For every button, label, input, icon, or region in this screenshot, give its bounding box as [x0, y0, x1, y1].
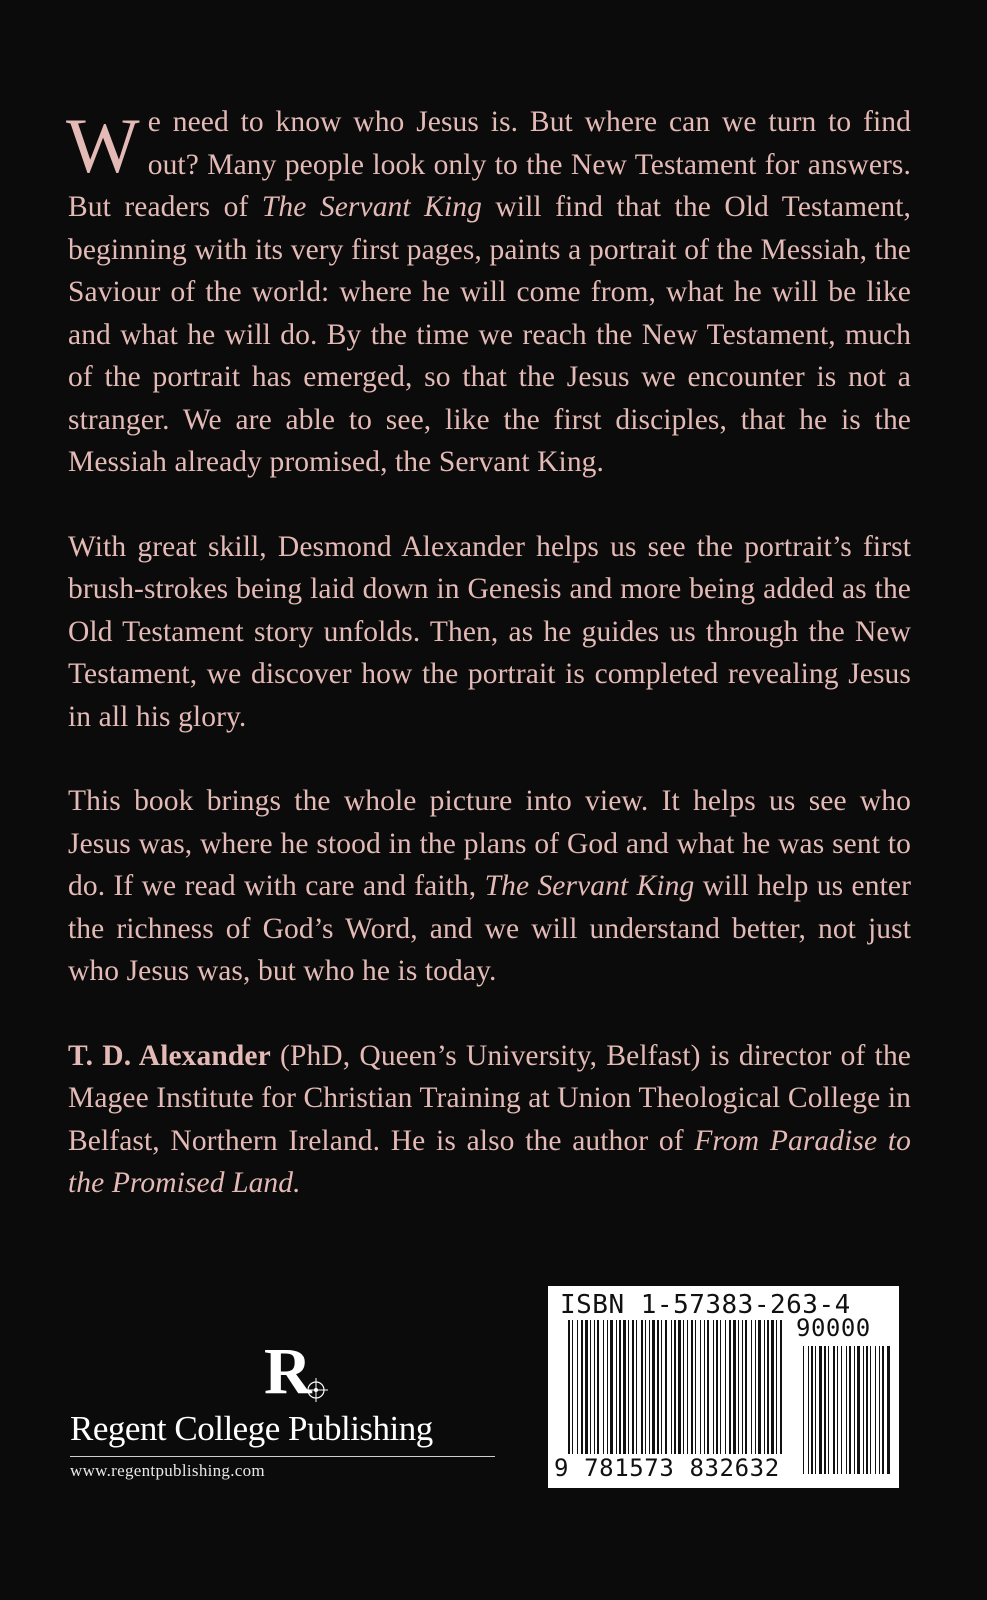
logo-letter: R: [264, 1335, 312, 1405]
book-title: The Servant King: [484, 870, 695, 902]
author-bio: T. D. Alexander (PhD, Queen’s University, Belfast) is director of the Magee Institute for Christian Training at Union Theological College in Belfast, Northern Ireland. He is also the author of From Paradise to the Promised Land.: [68, 1039, 911, 1199]
barcode-bar: [636, 1320, 637, 1454]
barcode-bar: [683, 1320, 684, 1454]
barcode-bar: [661, 1320, 662, 1454]
barcode-bar: [738, 1320, 739, 1454]
blurb-paragraph-3: This book brings the whole picture into view. It helps us see who Jesus was, where he stood in the plans of God and what he was sent to do. If we read with care and faith, The Servant King will help us enter the richness of God’s Word, and we will understand better, not just who Jesus was, but who he is today.: [68, 785, 912, 987]
barcode-bar: [641, 1320, 643, 1454]
barcode-bar: [665, 1320, 667, 1454]
addon-bar: [857, 1346, 860, 1474]
barcode-bar: [695, 1320, 696, 1454]
barcode-bar: [704, 1320, 705, 1454]
addon-bar: [849, 1346, 851, 1474]
blurb-text: [68, 101, 911, 1247]
addon-bar: [803, 1346, 804, 1474]
addon-bar: [837, 1346, 838, 1474]
blurb-paragraph-2: With great skill, Desmond Alexander helps us see the portrait’s first brush-strokes being laid down in Genesis and more being added as the Old Testament story unfolds. Then, as he guides us through the New Testament, we discover how the portrait is completed revealing Jesus in all his glory.: [68, 530, 911, 733]
barcode-bar: [691, 1320, 693, 1454]
drop-cap: W: [66, 102, 140, 189]
publisher-url: www.regentpublishing.com: [70, 1461, 265, 1480]
barcode-bar: [594, 1320, 595, 1454]
barcode-bar: [771, 1320, 774, 1454]
barcode-bar: [713, 1320, 714, 1454]
barcode-bar: [649, 1320, 650, 1454]
barcode-bar: [585, 1320, 588, 1454]
blurb-paragraph-1: We need to know who Jesus is. But where can we turn to find out? Many people look only to the New Testament for answers. But readers of The Servant King will find that the Old Testament, beginning with its very first pages, paints a portrait of the Messiah, the Saviour of the world: where he will come from, what he will be like and what he will do. By the time we reach the New Testament, much of the portrait has emerged, so that the Jesus we encounter is not a stranger. We are able to see, like the first disciples, that he is the Messiah already promised, the Servant King.: [66, 102, 911, 478]
barcode-bar: [652, 1320, 655, 1454]
author-name: T. D. Alexander: [68, 1039, 271, 1072]
addon-bar: [875, 1346, 876, 1474]
barcode-bar: [674, 1320, 676, 1454]
addon-bar: [824, 1346, 826, 1474]
price-code: 90000: [796, 1314, 871, 1342]
addon-bar: [841, 1346, 842, 1474]
other-book-title: From Paradise to the Promised Land.: [68, 1124, 911, 1199]
addon-bar: [828, 1346, 829, 1474]
barcode-bar: [568, 1320, 570, 1454]
barcode-bar: [671, 1320, 672, 1454]
addon-bar: [815, 1346, 816, 1474]
barcode-bar: [780, 1320, 782, 1454]
barcode-bar: [572, 1320, 573, 1454]
addon-bar: [870, 1346, 871, 1474]
barcode-bar: [577, 1320, 578, 1454]
addon-bar: [854, 1346, 855, 1474]
addon-bar: [887, 1346, 890, 1474]
isbn-label: ISBN 1-57383-263-4: [560, 1290, 851, 1320]
barcode-bar: [607, 1320, 608, 1454]
barcode-bar: [745, 1320, 747, 1454]
addon-bar: [866, 1346, 868, 1474]
barcode-bar: [755, 1320, 756, 1454]
addon-bar: [879, 1346, 880, 1474]
barcode-bar: [767, 1320, 769, 1454]
barcode-bar: [733, 1320, 736, 1454]
publisher-name: Regent College Publishing: [70, 1409, 433, 1448]
ean-digits: 9 781573 832632: [554, 1454, 780, 1482]
barcode-bar: [725, 1320, 726, 1454]
barcode-bar: [729, 1320, 731, 1454]
barcode-bar: [758, 1320, 761, 1454]
barcode-bar: [597, 1320, 599, 1454]
addon-bar: [819, 1346, 822, 1474]
barcode-bar: [616, 1320, 617, 1454]
addon-bar: [833, 1346, 835, 1474]
barcode-bar: [700, 1320, 701, 1454]
publisher-logo-icon: [260, 1335, 340, 1405]
barcode-bar: [751, 1320, 752, 1454]
addon-bar: [863, 1346, 864, 1474]
barcode-bar: [764, 1320, 765, 1454]
barcode-bar: [632, 1320, 634, 1454]
barcode-bar: [678, 1320, 681, 1454]
barcode-bar: [707, 1320, 709, 1454]
barcode-bar: [687, 1320, 688, 1454]
barcode-bar: [657, 1320, 659, 1454]
barcode-bar: [619, 1320, 621, 1454]
addon-bar: [882, 1346, 884, 1474]
addon-bar: [846, 1346, 847, 1474]
barcode-bar: [623, 1320, 626, 1454]
barcode-bar: [645, 1320, 646, 1454]
addon-bar: [808, 1346, 809, 1474]
barcode-bar: [776, 1320, 777, 1454]
addon-bar: [811, 1346, 813, 1474]
isbn-barcode: [548, 1286, 899, 1488]
barcode-bar: [716, 1320, 718, 1454]
barcode-bar: [628, 1320, 629, 1454]
barcode-bar: [590, 1320, 591, 1454]
barcode-bar: [610, 1320, 613, 1454]
barcode-bar: [720, 1320, 721, 1454]
barcode-bar: [603, 1320, 604, 1454]
barcode-bar: [742, 1320, 743, 1454]
barcode-bar: [581, 1320, 583, 1454]
publisher-divider: [70, 1456, 495, 1457]
book-title: The Servant King: [261, 191, 482, 223]
